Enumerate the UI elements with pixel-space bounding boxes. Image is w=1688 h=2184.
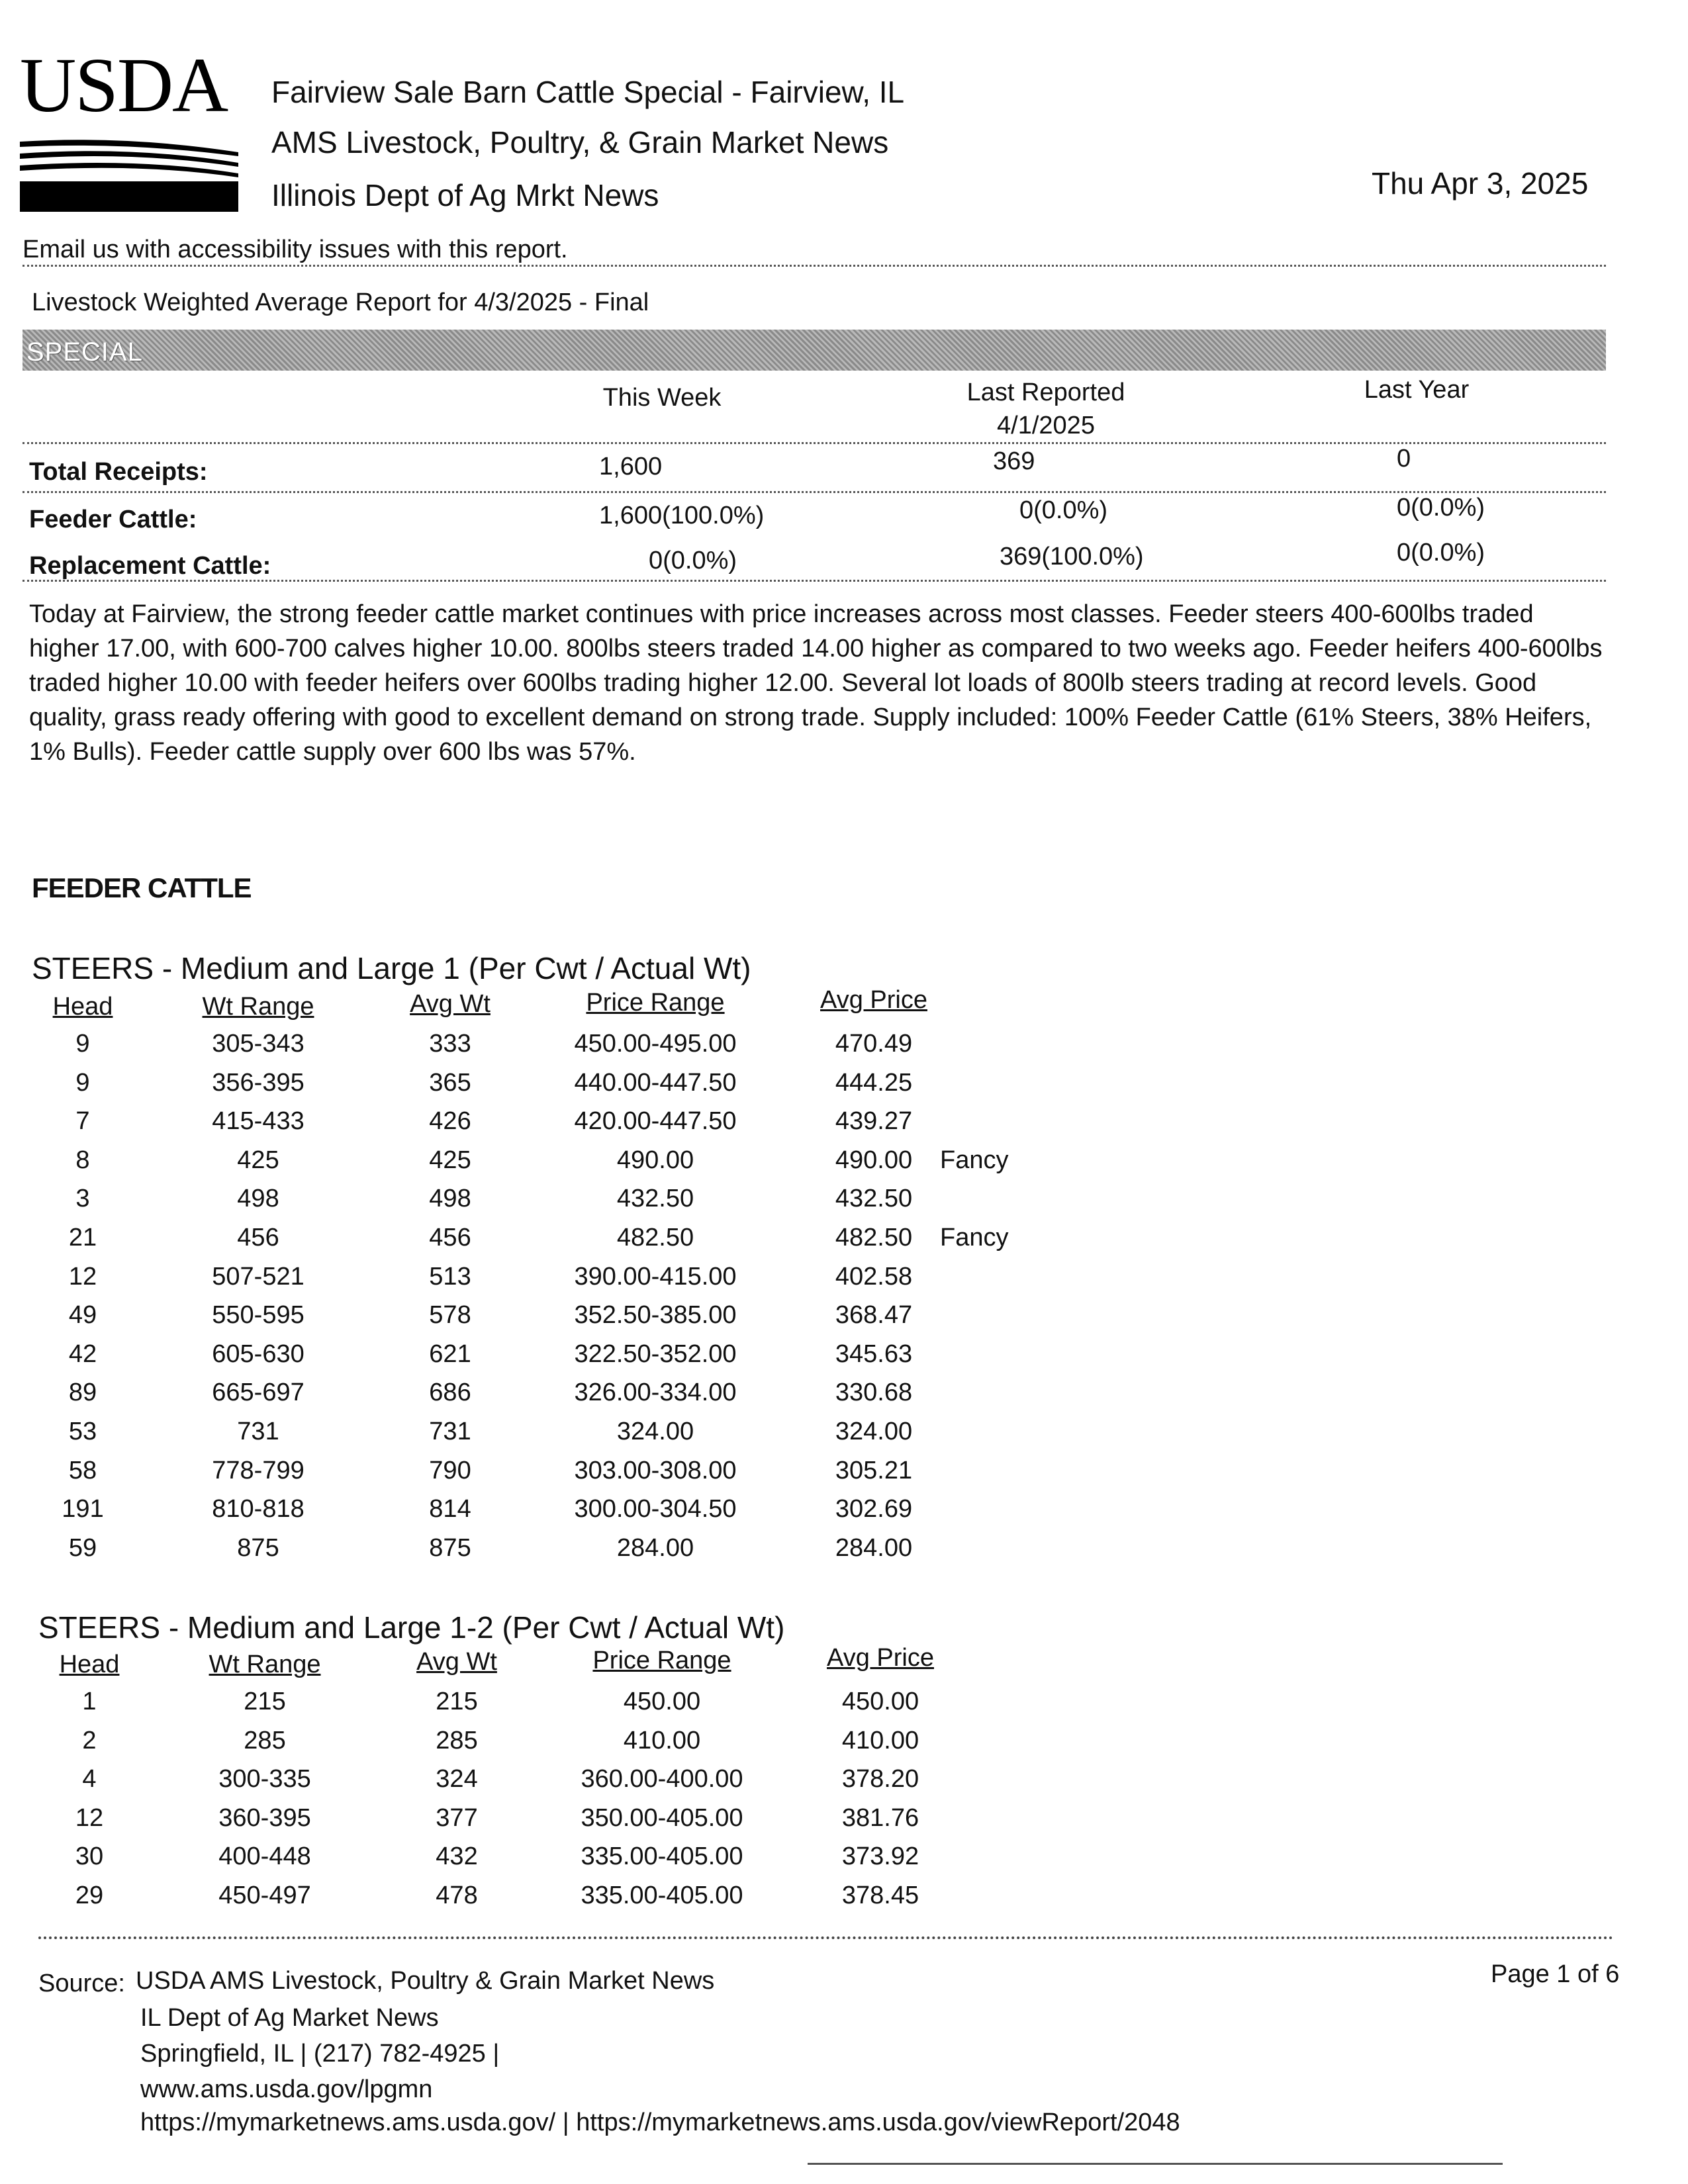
avg-price-cell: 284.00 [835, 1534, 913, 1562]
avg-wt-cell: 426 [429, 1107, 471, 1135]
row-label: Total Receipts: [29, 458, 208, 486]
usda-logo-stripes-icon [20, 139, 238, 183]
this-week-value: 1,600 [599, 453, 663, 480]
col-header-last-year: Last Year [1364, 376, 1470, 404]
wt-range-cell: 875 [237, 1534, 279, 1562]
avg-wt-cell: 285 [436, 1727, 478, 1754]
note-cell: Fancy [940, 1146, 1009, 1174]
avg-price-cell: 345.63 [835, 1340, 913, 1368]
th-head: Head [52, 993, 113, 1021]
wt-range-cell: 285 [244, 1727, 286, 1754]
price-range-cell: 350.00-405.00 [581, 1804, 743, 1832]
price-range-cell: 352.50-385.00 [574, 1301, 737, 1329]
avg-wt-cell: 333 [429, 1030, 471, 1058]
price-range-cell: 360.00-400.00 [581, 1765, 743, 1793]
avg-wt-cell: 686 [429, 1379, 471, 1406]
head-cell: 12 [75, 1804, 104, 1832]
avg-wt-cell: 621 [429, 1340, 471, 1368]
avg-wt-cell: 578 [429, 1301, 471, 1329]
head-cell: 21 [68, 1224, 97, 1251]
avg-wt-cell: 875 [429, 1534, 471, 1562]
special-label: SPECIAL [26, 338, 143, 367]
head-cell: 7 [75, 1107, 90, 1135]
avg-price-cell: 444.25 [835, 1069, 913, 1097]
wt-range-cell: 665-697 [212, 1379, 305, 1406]
avg-wt-cell: 432 [436, 1843, 478, 1870]
price-range-cell: 300.00-304.50 [574, 1495, 737, 1523]
avg-price-cell: 378.20 [841, 1765, 919, 1793]
head-cell: 59 [68, 1534, 97, 1562]
head-cell: 29 [75, 1882, 104, 1909]
th-wt-range: Wt Range [202, 993, 314, 1021]
avg-wt-cell: 215 [436, 1688, 478, 1715]
last-reported-value: 0(0.0%) [1019, 496, 1108, 524]
avg-wt-cell: 498 [429, 1185, 471, 1212]
summary-line: quality, grass ready offering with good to excellent demand on strong trade. Supply included: 100% Feeder Cattle (61% Steers, 38% Heifers, [29, 704, 1592, 731]
wt-range-cell: 450-497 [218, 1882, 311, 1909]
head-cell: 9 [75, 1069, 90, 1097]
price-range-cell: 482.50 [616, 1224, 694, 1251]
usda-logo-block [20, 181, 238, 212]
last-year-value: 0(0.0%) [1397, 539, 1485, 567]
row-label: Feeder Cattle: [29, 506, 197, 533]
head-cell: 49 [68, 1301, 97, 1329]
head-cell: 58 [68, 1457, 97, 1484]
wt-range-cell: 215 [244, 1688, 286, 1715]
price-range-cell: 390.00-415.00 [574, 1263, 737, 1291]
th-avg-price: Avg Price [820, 986, 927, 1014]
avg-price-cell: 410.00 [841, 1727, 919, 1754]
head-cell: 89 [68, 1379, 97, 1406]
report-heading-line-1: Fairview Sale Barn Cattle Special - Fairview, IL [271, 75, 905, 109]
th-price-range: Price Range [592, 1647, 731, 1674]
avg-wt-cell: 513 [429, 1263, 471, 1291]
avg-price-cell: 432.50 [835, 1185, 913, 1212]
table-title: STEERS - Medium and Large 1 (Per Cwt / Actual Wt) [32, 951, 751, 985]
avg-wt-cell: 731 [429, 1418, 471, 1445]
avg-price-cell: 482.50 [835, 1224, 913, 1251]
report-title: Livestock Weighted Average Report for 4/3/2025 - Final [32, 289, 649, 316]
divider [23, 491, 1606, 493]
avg-price-cell: 402.58 [835, 1263, 913, 1291]
table-title: STEERS - Medium and Large 1-2 (Per Cwt / Actual Wt) [38, 1610, 785, 1645]
wt-range-cell: 300-335 [218, 1765, 311, 1793]
usda-logo [20, 42, 238, 214]
head-cell: 42 [68, 1340, 97, 1368]
price-range-cell: 450.00-495.00 [574, 1030, 737, 1058]
avg-wt-cell: 478 [436, 1882, 478, 1909]
last-reported-value: 369 [993, 447, 1035, 475]
price-range-cell: 335.00-405.00 [581, 1882, 743, 1909]
price-range-cell: 432.50 [616, 1185, 694, 1212]
wt-range-cell: 498 [237, 1185, 279, 1212]
col-header-this-week: This Week [602, 384, 722, 412]
wt-range-cell: 356-395 [212, 1069, 305, 1097]
wt-range-cell: 400-448 [218, 1843, 311, 1870]
avg-price-cell: 330.68 [835, 1379, 913, 1406]
col-header-last-reported: Last Reported [966, 379, 1125, 406]
avg-price-cell: 378.45 [841, 1882, 919, 1909]
avg-price-cell: 305.21 [835, 1457, 913, 1484]
row-label: Replacement Cattle: [29, 552, 271, 580]
source-line-1: USDA AMS Livestock, Poultry & Grain Market News [136, 1967, 715, 1995]
this-week-value: 0(0.0%) [649, 547, 737, 574]
avg-wt-cell: 790 [429, 1457, 471, 1484]
col-header-last-reported-date: 4/1/2025 [997, 412, 1095, 439]
price-range-cell: 326.00-334.00 [574, 1379, 737, 1406]
avg-price-cell: 381.76 [841, 1804, 919, 1832]
head-cell: 191 [62, 1495, 104, 1523]
wt-range-cell: 415-433 [212, 1107, 305, 1135]
source-line-3: Springfield, IL | (217) 782-4925 | [140, 2040, 500, 2068]
summary-line: 1% Bulls). Feeder cattle supply over 600 lbs was 57%. [29, 738, 636, 766]
divider [23, 265, 1606, 267]
wt-range-cell: 425 [237, 1146, 279, 1174]
source-line-2: IL Dept of Ag Market News [140, 2004, 439, 2032]
wt-range-cell: 305-343 [212, 1030, 305, 1058]
th-avg-wt: Avg Wt [416, 1648, 497, 1676]
wt-range-cell: 456 [237, 1224, 279, 1251]
page-number: Page 1 of 6 [1491, 1960, 1620, 1988]
th-head: Head [59, 1651, 120, 1678]
head-cell: 9 [75, 1030, 90, 1058]
price-range-cell: 322.50-352.00 [574, 1340, 737, 1368]
head-cell: 53 [68, 1418, 97, 1445]
source-link-lpgmn[interactable]: www.ams.usda.gov/lpgmn [140, 2075, 433, 2103]
bottom-rule [808, 2163, 1503, 2165]
market-summary [29, 597, 1605, 769]
avg-wt-cell: 377 [436, 1804, 478, 1832]
source-label: Source: [38, 1970, 125, 1997]
head-cell: 1 [82, 1688, 97, 1715]
avg-wt-cell: 425 [429, 1146, 471, 1174]
last-reported-value: 369(100.0%) [1000, 543, 1144, 570]
note-cell: Fancy [940, 1224, 1009, 1251]
summary-line: traded higher 10.00 with feeder heifers over 600lbs trading higher 12.00. Several lot loads of 800lb steers trading at record levels. Good [29, 669, 1537, 697]
avg-price-cell: 439.27 [835, 1107, 913, 1135]
summary-line: Today at Fairview, the strong feeder cattle market continues with price increases across most classes. Feeder steers 400-600lbs traded [29, 600, 1534, 628]
wt-range-cell: 605-630 [212, 1340, 305, 1368]
avg-price-cell: 450.00 [841, 1688, 919, 1715]
avg-wt-cell: 324 [436, 1765, 478, 1793]
source-links-mymarketnews[interactable]: https://mymarketnews.ams.usda.gov/ | https://mymarketnews.ams.usda.gov/viewReport/2048 [140, 2109, 1180, 2136]
section-heading-feeder-cattle: FEEDER CATTLE [32, 872, 252, 903]
special-banner [23, 330, 1606, 371]
price-range-cell: 303.00-308.00 [574, 1457, 737, 1484]
wt-range-cell: 778-799 [212, 1457, 305, 1484]
last-year-value: 0 [1397, 445, 1411, 473]
avg-price-cell: 373.92 [841, 1843, 919, 1870]
accessibility-email-note[interactable]: Email us with accessibility issues with this report. [23, 236, 568, 263]
report-heading-line-3: Illinois Dept of Ag Mrkt News [271, 178, 659, 212]
avg-wt-cell: 456 [429, 1224, 471, 1251]
price-range-cell: 410.00 [623, 1727, 701, 1754]
avg-wt-cell: 814 [429, 1495, 471, 1523]
summary-line: higher 17.00, with 600-700 calves higher 10.00. 800lbs steers traded 14.00 higher as compared to two weeks ago. Feeder heifers 400-600lbs [29, 635, 1603, 662]
th-avg-price: Avg Price [827, 1644, 934, 1672]
divider [23, 442, 1606, 444]
avg-price-cell: 490.00 [835, 1146, 913, 1174]
head-cell: 2 [82, 1727, 97, 1754]
avg-price-cell: 324.00 [835, 1418, 913, 1445]
price-range-cell: 440.00-447.50 [574, 1069, 737, 1097]
divider [23, 580, 1606, 582]
usda-logo-text: USDA [20, 42, 228, 128]
avg-price-cell: 302.69 [835, 1495, 913, 1523]
th-avg-wt: Avg Wt [410, 990, 491, 1018]
avg-price-cell: 470.49 [835, 1030, 913, 1058]
wt-range-cell: 550-595 [212, 1301, 305, 1329]
price-range-cell: 420.00-447.50 [574, 1107, 737, 1135]
report-heading-line-2: AMS Livestock, Poultry, & Grain Market News [271, 125, 889, 159]
head-cell: 8 [75, 1146, 90, 1174]
wt-range-cell: 360-395 [218, 1804, 311, 1832]
avg-price-cell: 368.47 [835, 1301, 913, 1329]
footer-divider [38, 1936, 1614, 1939]
head-cell: 3 [75, 1185, 90, 1212]
wt-range-cell: 810-818 [212, 1495, 305, 1523]
head-cell: 30 [75, 1843, 104, 1870]
report-date: Thu Apr 3, 2025 [1372, 166, 1589, 201]
price-range-cell: 490.00 [616, 1146, 694, 1174]
avg-wt-cell: 365 [429, 1069, 471, 1097]
price-range-cell: 450.00 [623, 1688, 701, 1715]
last-year-value: 0(0.0%) [1397, 494, 1485, 522]
th-wt-range: Wt Range [209, 1651, 321, 1678]
wt-range-cell: 507-521 [212, 1263, 305, 1291]
price-range-cell: 284.00 [616, 1534, 694, 1562]
wt-range-cell: 731 [237, 1418, 279, 1445]
th-price-range: Price Range [586, 989, 725, 1017]
head-cell: 12 [68, 1263, 97, 1291]
price-range-cell: 335.00-405.00 [581, 1843, 743, 1870]
this-week-value: 1,600(100.0%) [599, 502, 765, 529]
price-range-cell: 324.00 [616, 1418, 694, 1445]
head-cell: 4 [82, 1765, 97, 1793]
